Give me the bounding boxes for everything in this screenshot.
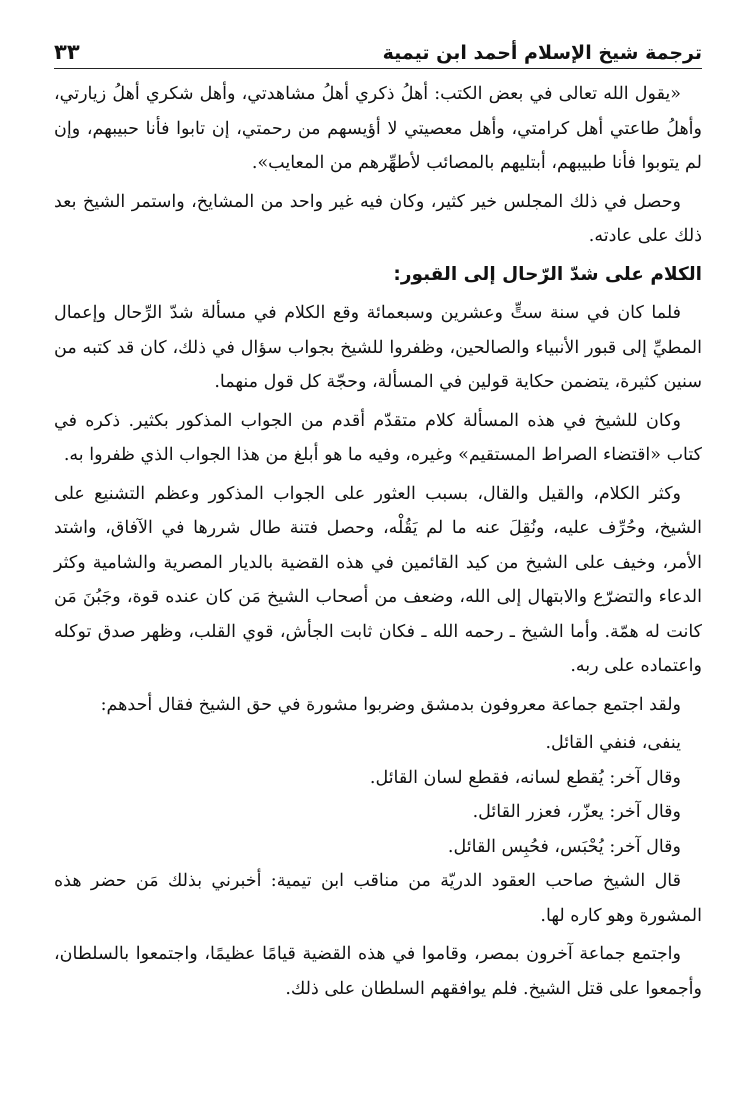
header-title: ترجمة شيخ الإسلام أحمد ابن تيمية [382,42,702,64]
statement-line: وقال آخر: يعزّر، فعزر القائل. [472,802,681,822]
paragraph-quote: «يقول الله تعالى في بعض الكتب: أهلُ ذكري أهلُ مشاهدتي، وأهل شكري أهلُ زيارتي، وأهلُ طاعتي أهل كرامتي، وأهل معصيتي لا أؤيسهم من رحمتي، إن تابوا فأنا حبيبهم، وإن لم يتوبوا فأنا طبيبهم، أبتليهم بالمصائب لأطهِّرهم من المعايب». [54,84,702,173]
book-page [54,30,702,1080]
section-heading: الكلام على شدّ الرّحال إلى القبور: [393,263,702,285]
paragraph-uqud-source: قال الشيخ صاحب العقود الدريّة من مناقب ابن تيمية: أخبرني بذلك مَن حضر هذه المشورة وهو كاره لها. [54,871,702,926]
statement-line: وقال آخر: يُقطع لسانه، فقطع لسان القائل. [369,767,681,788]
paragraph-earlier-answer: وكان للشيخ في هذه المسألة كلام متقدّم أقدم من الجواب المذكور بكثير. ذكره في كتاب «اقتضاء الصراط المستقيم» وغيره، وفيه ما هو أبلغ من هذا الجواب الذي ظفروا به. [54,410,702,465]
page-number: ٣٣ [54,40,80,64]
running-header [54,30,702,69]
paragraph-damascus-meeting: ولقد اجتمع جماعة معروفون بدمشق وضربوا مشورة في حق الشيخ فقال أحدهم: [100,694,681,715]
paragraph-year-726: فلما كان في سنة ستٍّ وعشرين وسبعمائة وقع الكلام في مسألة شدّ الرِّحال وإعمال المطيِّ إلى قبور الأنبياء والصالحين، وظفروا للشيخ بجواب سؤال في ذلك، كان قد كتبه من سنين كثيرة، يتضمن حكاية قولين في المسألة، وحجّة كل قول منهما. [54,303,702,392]
statement-line: وقال آخر: يُحْبَس، فحُبِس القائل. [447,836,681,857]
statement-line: ينفى، فنفي القائل. [545,733,681,753]
page-body [54,77,702,1006]
paragraph-fitna: وكثر الكلام، والقيل والقال، بسبب العثور على الجواب المذكور وعظم التشنيع على الشيخ، وحُرِّف عليه، ونُقِلَ عنه ما لم يَقُلْه، وحصل فتنة طال شررها في الآفاق، واشتد الأمر، وخيف على الشيخ من كيد القائمين في هذه القضية بالديار المصرية والشامية وكثر الدعاء والتضرّع والابتهال إلى الله، وضعف من أصحاب الشيخ مَن كان عنده قوة، وجَبُنَ مَن كانت له همّة. وأما الشيخ ـ رحمه الله ـ فكان ثابت الجأش، قوي القلب، وظهر صدق توكله واعتماده على ربه. [54,483,702,676]
paragraph-council: وحصل في ذلك المجلس خير كثير، وكان فيه غير واحد من المشايخ، واستمر الشيخ بعد ذلك على عادته. [54,191,702,246]
paragraph-egypt-meeting: واجتمع جماعة آخرون بمصر، وقاموا في هذه القضية قيامًا عظيمًا، واجتمعوا بالسلطان، وأجمعوا على قتل الشيخ. فلم يوافقهم السلطان على ذلك. [54,944,702,999]
